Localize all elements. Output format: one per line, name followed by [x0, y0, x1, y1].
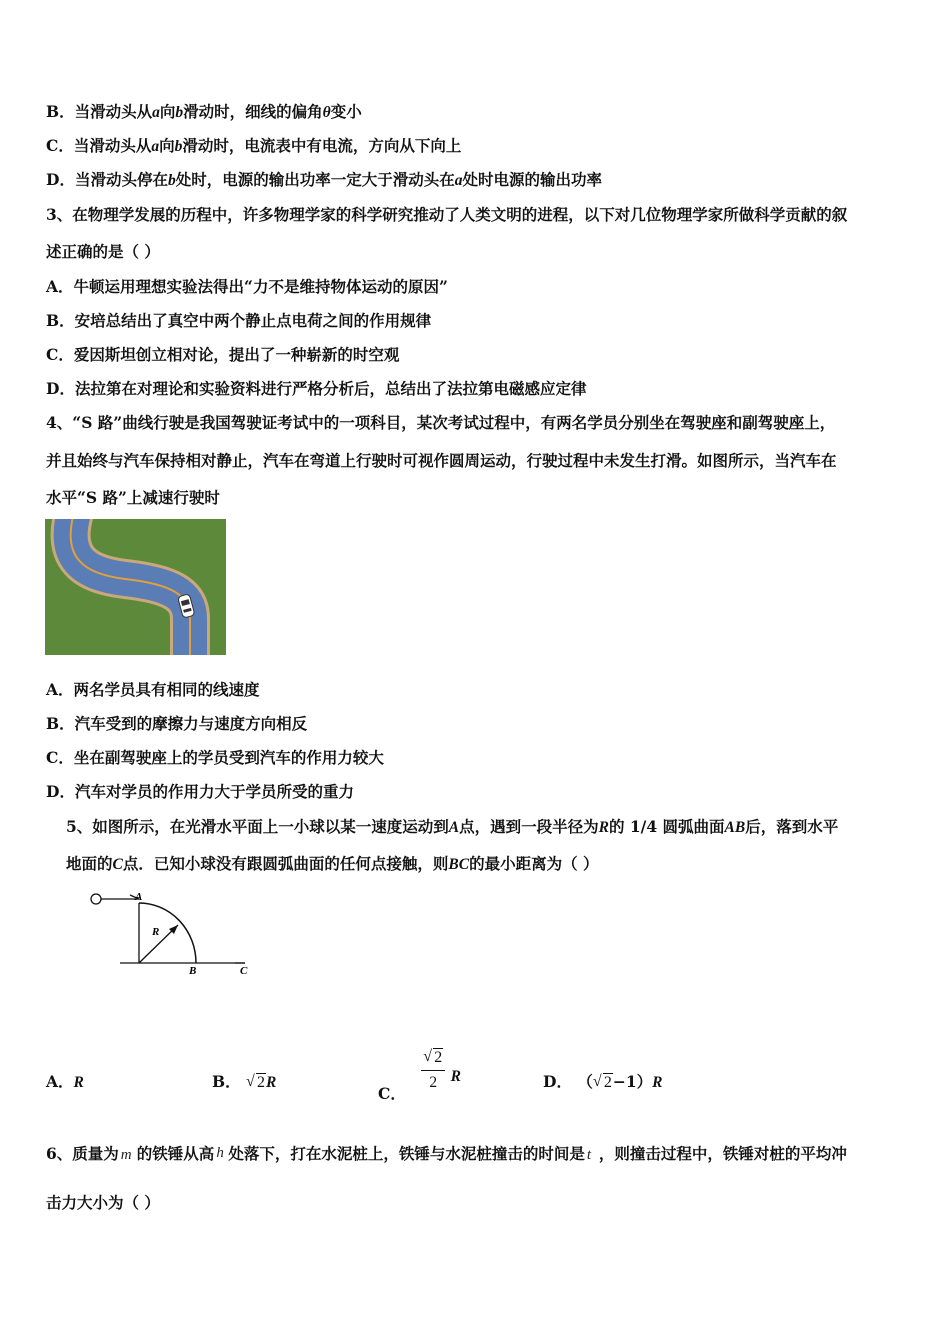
q3-stem-line1: 3、在物理学发展的历程中，许多物理学家的科学研究推动了人类文明的进程，以下对几位物理学家所做科学贡献的叙	[46, 205, 848, 224]
q4-option-a: A．两名学员具有相同的线速度	[46, 680, 260, 699]
q3-option-a: A．牛顿运用理想实验法得出“力不是维持物体运动的原因”	[46, 277, 448, 296]
q3-option-d: D．法拉第在对理论和实验资料进行严格分析后，总结出了法拉第电磁感应定律	[46, 379, 587, 398]
q6-stem-line1: 6、质量为 m 的铁锤从高 h 处落下，打在水泥桩上，铁锤与水泥桩撞击的时间是 t ，则撞击过程中，铁锤对桩的平均冲	[46, 1144, 847, 1163]
q4-option-c: C．坐在副驾驶座上的学员受到汽车的作用力较大	[46, 748, 384, 767]
q5-choice-d: D． （√ 2−1）R	[543, 1072, 663, 1093]
q4-stem-line2: 并且始终与汽车保持相对静止，汽车在弯道上行驶时可视作圆周运动，行驶过程中未发生打滑。如图所示，当汽车在	[46, 451, 837, 470]
label-C: C	[240, 965, 248, 977]
quarter-circle-figure	[85, 885, 260, 980]
ball-icon	[91, 894, 101, 904]
q5-stem-line2: 地面的C点．已知小球没有跟圆弧曲面的任何点接触，则BC的最小距离为（ ）	[66, 854, 599, 873]
sqrt-2: √ 2	[593, 1073, 613, 1093]
q3-option-c: C．爱因斯坦创立相对论，提出了一种崭新的时空观	[46, 345, 400, 364]
sqrt-2: √ 2	[246, 1073, 266, 1093]
var-m: m	[120, 1147, 132, 1163]
q4-stem-line3: 水平“S 路”上减速行驶时	[46, 488, 220, 507]
q4-stem-line1: 4、“S 路”曲线行驶是我国驾驶证考试中的一项科目，某次考试过程中，有两名学员分别坐在驾驶座和副驾驶座上，	[46, 413, 836, 432]
var-t: t	[586, 1147, 591, 1163]
q4-option-d: D．汽车对学员的作用力大于学员所受的重力	[46, 782, 354, 801]
label-R: R	[152, 926, 160, 938]
q2-option-c: C．当滑动头从a向b滑动时，电流表中有电流，方向从下向上	[46, 136, 462, 155]
label-B: B	[189, 965, 197, 977]
s-road-figure	[45, 519, 226, 655]
q5-choice-c: C． √ $\frac{2}{2}$ R	[378, 1048, 461, 1093]
q6-stem-line2: 击力大小为（ ）	[46, 1193, 160, 1212]
var-h: h	[216, 1145, 224, 1161]
q5-choice-a: A．R	[46, 1072, 84, 1091]
q3-stem-line2: 述正确的是（ ）	[46, 242, 160, 261]
label-A: A	[135, 891, 143, 903]
q2-option-d: D．当滑动头停在b处时，电源的输出功率一定大于滑动头在a处时电源的输出功率	[46, 170, 602, 189]
q3-option-b: B．安培总结出了真空中两个静止点电荷之间的作用规律	[46, 311, 432, 330]
fraction-sqrt2-over-2: √ $\frac{2}{2}$	[421, 1048, 445, 1093]
q2-option-b: B．当滑动头从a向b滑动时，细线的偏角θ变小	[46, 102, 362, 121]
q5-stem-line1: 5、如图所示，在光滑水平面上一小球以某一速度运动到A点，遇到一段半径为R的 1/4 圆弧曲面AB后，落到水平	[66, 817, 839, 836]
q5-choice-b: B． √ 2R	[212, 1072, 276, 1093]
q4-option-b: B．汽车受到的摩擦力与速度方向相反	[46, 714, 308, 733]
